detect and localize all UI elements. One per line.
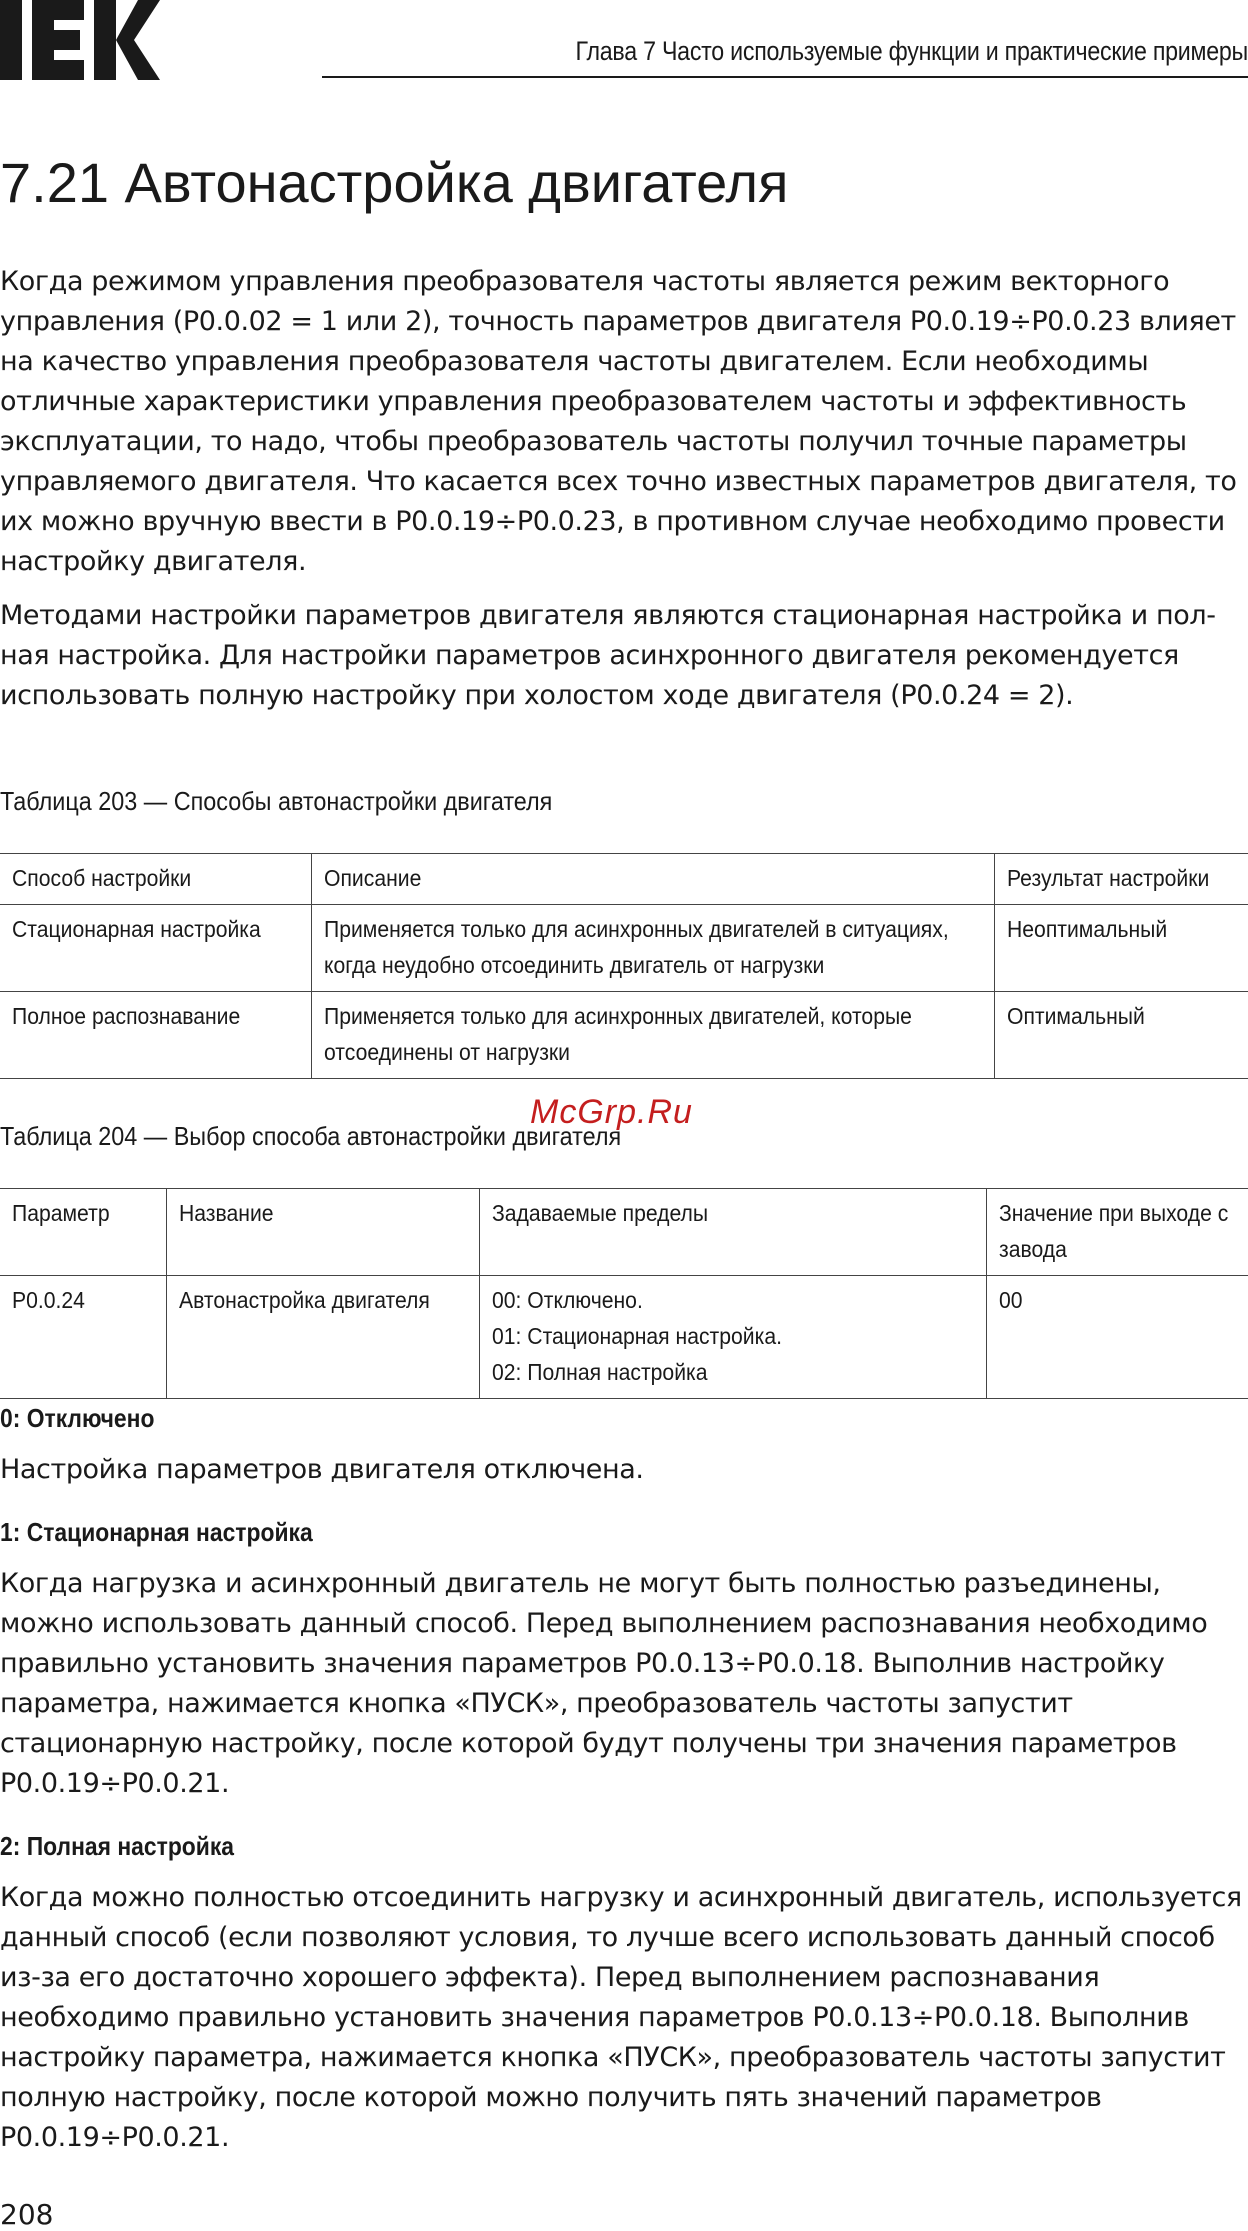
table-cell: Стационарная настройка (0, 905, 311, 992)
table-cell: P0.0.24 (0, 1276, 166, 1399)
option-2-text: Когда можно полностью отсоединить нагрузку и асинхронный двигатель, используется данный способ (если позволяют условия, то лучше всего использовать данный способ из-за его достаточно хорошего эффекта). Перед выполнением распознавания необходимо правильно установить значения параметров P0.0.13÷P0.0.18. Выполнив настройку параметра, нажимается кнопка «ПУСК», преобразователь частоты запустит полную настройку, после которой можно получить пять значений параметров P0.0.19÷P0.0.21. (0, 1882, 1242, 2153)
table-row (0, 992, 1248, 1079)
option-1-heading: 1: Стационарная настройка (0, 1517, 313, 1547)
intro-paragraph-1: Когда режимом управления преобразователя частоты является режим векторного управления (P0.0.02 = 1 или 2), точность параметров двигателя P0.0.19÷P0.0.23 влияет на качество управления преобразователя частоты двигателем. Если необходимы отличные характеристики управления преобразователем частоты и эффективность эксплуатации, то надо, чтобы преобразователь частоты получил точные параметры управляемого двигателя. Что касается всех точно известных параметров двигателя, то их можно вручную ввести в P0.0.19÷P0.0.23, в противном случае необходимо провести настройку двигателя. (0, 266, 1237, 577)
table-row (0, 905, 1248, 992)
table-header-cell: Параметр (0, 1189, 166, 1276)
table-header-row (0, 1189, 1248, 1276)
table-header-cell: Результат настройки (994, 854, 1248, 905)
section-heading: 7.21 Автонастройка двигателя (0, 151, 789, 214)
table-cell: Оптимальный (994, 992, 1248, 1079)
table-204 (0, 1188, 1248, 1399)
table-header-cell: Задаваемые пределы (479, 1189, 986, 1276)
table-203-caption: Таблица 203 — Способы автонастройки двигателя (0, 786, 553, 816)
page-number: 208 (0, 2198, 54, 2231)
table-header-cell: Способ настройки (0, 854, 311, 905)
chapter-title: Глава 7 Часто используемые функции и практические примеры (575, 36, 1248, 66)
header-rule (322, 76, 1248, 78)
intro-paragraph-2: Методами настройки параметров двигателя являются стационарная настройка и полная настройка. Для настройки параметров асинхронного двигателя рекомендуется использовать полную настройку при холостом ходе двигателя (P0.0.24 = 2). (0, 600, 1216, 711)
table-header-row (0, 854, 1248, 905)
range-option: 00: Отключено. (491, 1287, 643, 1313)
table-203 (0, 853, 1248, 1079)
table-header-cell: Название (166, 1189, 479, 1276)
table-cell: Применяется только для асинхронных двигателей, которые отсоединены от нагрузки (311, 992, 994, 1079)
table-cell: Полное распознавание (0, 992, 311, 1079)
watermark: McGrp.Ru (530, 1093, 693, 1131)
range-option: 01: Стационарная настройка. (491, 1323, 782, 1349)
table-header-cell: Значение при выходе с завода (986, 1189, 1248, 1276)
option-0-text: Настройка параметров двигателя отключена. (0, 1454, 644, 1485)
range-option: 02: Полная настройка (491, 1359, 708, 1385)
option-1-text: Когда нагрузка и асинхронный двигатель не могут быть полностью разъединены, можно использовать данный способ. Перед выполнением распознавания необходимо правильно установить значения параметров P0.0.13÷P0.0.18. Выполнив настройку параметра, нажимается кнопка «ПУСК», преобразователь частоты запустит стационарную настройку, после которой будут получены три значения параметров P0.0.19÷P0.0.21. (0, 1568, 1208, 1799)
table-header-cell: Описание (311, 854, 994, 905)
table-204-caption: Таблица 204 — Выбор способа автонастройки двигателя (0, 1121, 622, 1151)
table-cell: Неоптимальный (994, 905, 1248, 992)
table-row (0, 1276, 1248, 1399)
option-2-heading: 2: Полная настройка (0, 1831, 235, 1861)
table-cell: Автонастройка двигателя (166, 1276, 479, 1399)
table-cell (479, 1276, 986, 1399)
table-cell: 00 (986, 1276, 1248, 1399)
table-cell: Применяется только для асинхронных двигателей в ситуациях, когда неудобно отсоединить двигатель от нагрузки (311, 905, 994, 992)
option-0-heading: 0: Отключено (0, 1403, 155, 1433)
iek-logo (0, 0, 160, 80)
